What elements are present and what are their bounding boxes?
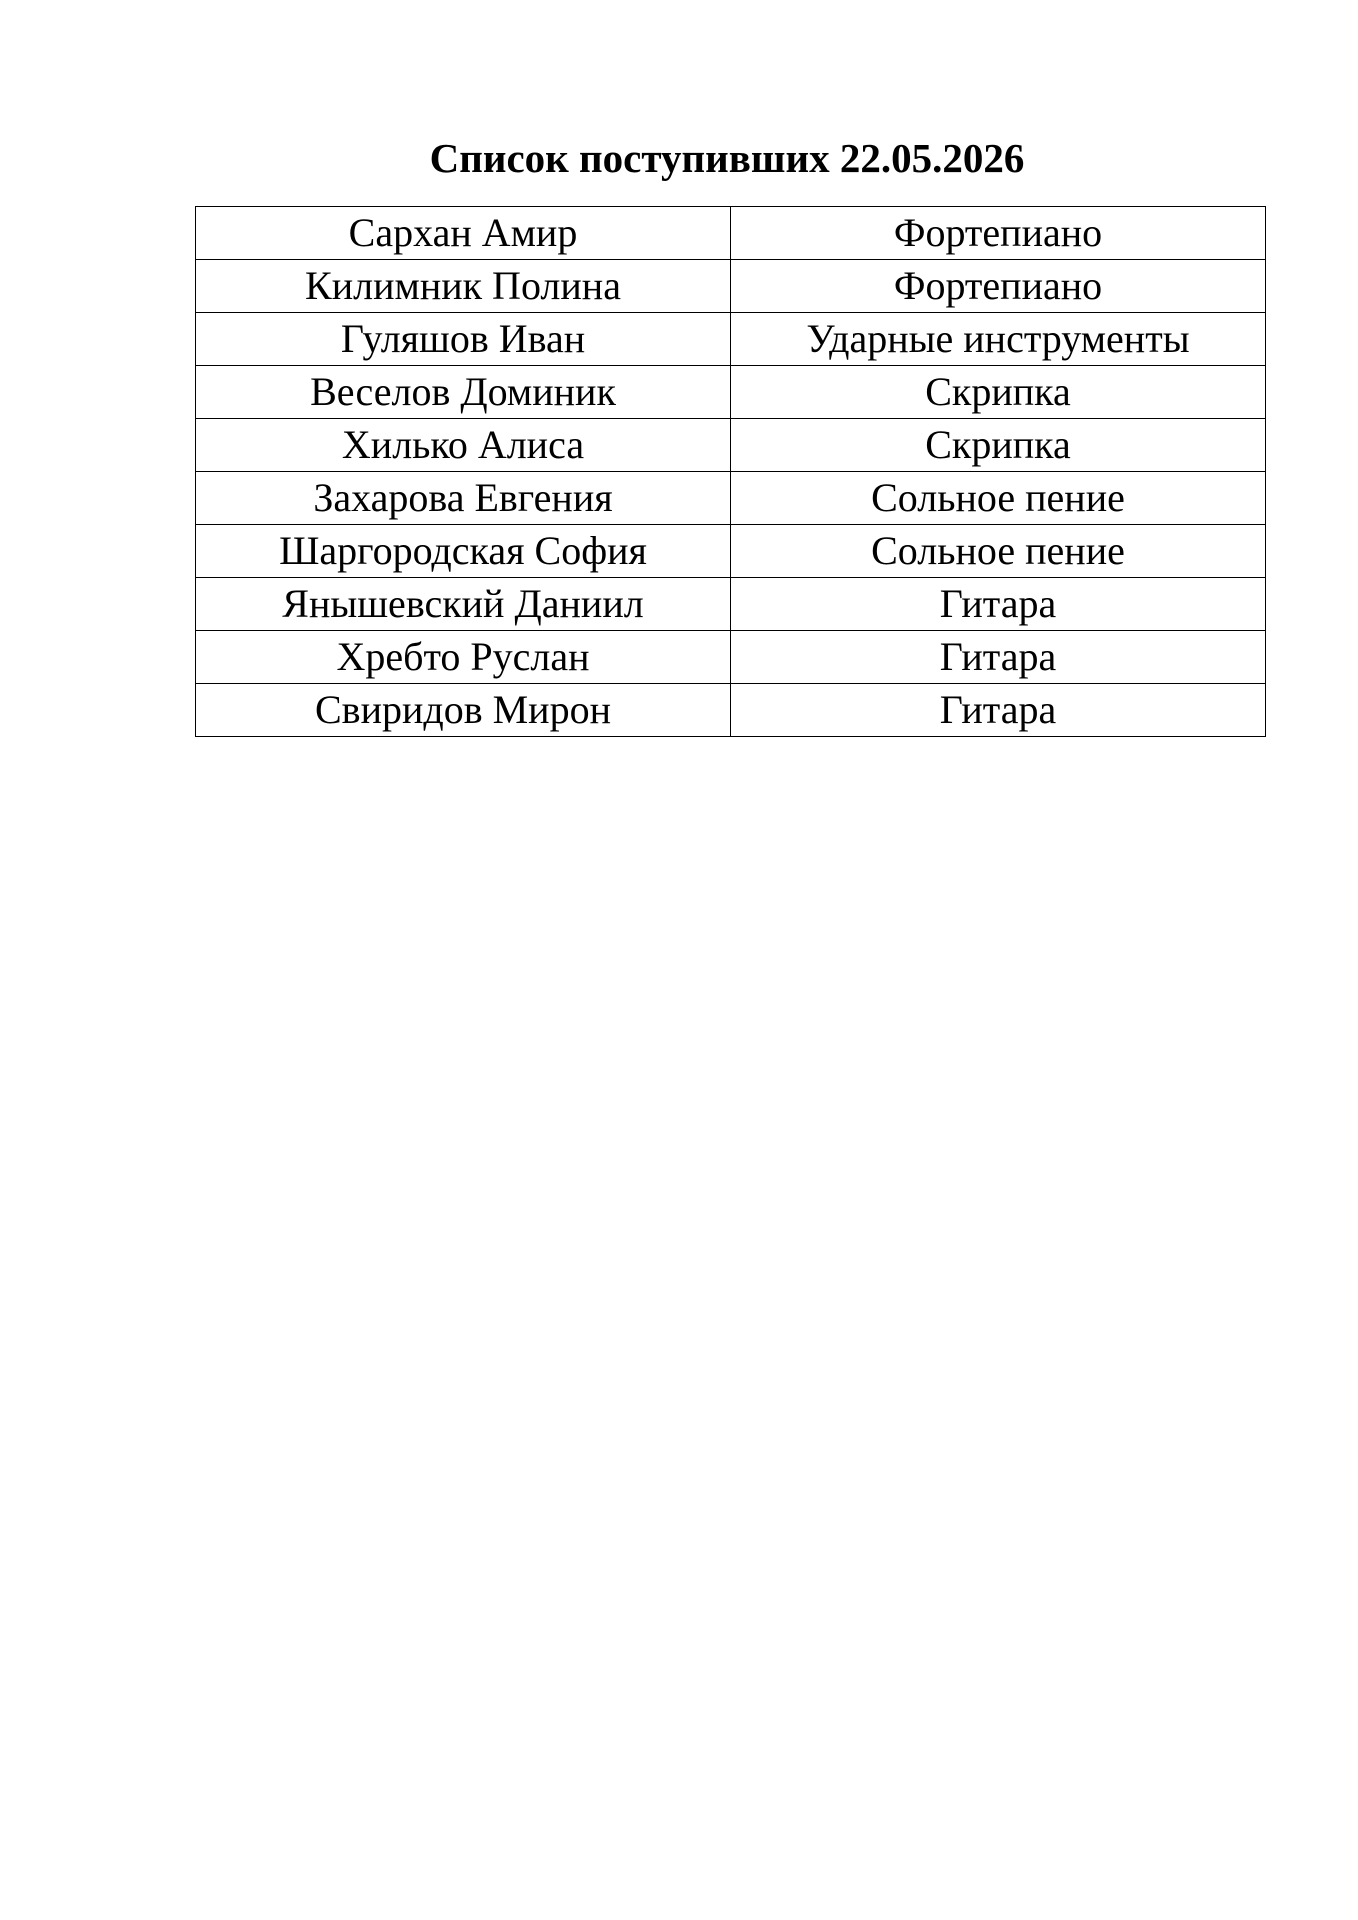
table-row — [196, 260, 1266, 313]
subject-cell: Сольное пение — [731, 472, 1266, 525]
table-row — [196, 366, 1266, 419]
student-name-cell: Захарова Евгения — [196, 472, 731, 525]
table-row — [196, 684, 1266, 737]
student-name-cell: Шаргородская София — [196, 525, 731, 578]
subject-cell: Фортепиано — [731, 260, 1266, 313]
student-name-cell: Гуляшов Иван — [196, 313, 731, 366]
subject-cell: Гитара — [731, 578, 1266, 631]
table-row — [196, 419, 1266, 472]
subject-cell: Гитара — [731, 684, 1266, 737]
table-row — [196, 525, 1266, 578]
subject-cell: Гитара — [731, 631, 1266, 684]
table-row — [196, 472, 1266, 525]
subject-cell: Фортепиано — [731, 207, 1266, 260]
table-row — [196, 631, 1266, 684]
subject-cell: Скрипка — [731, 366, 1266, 419]
subject-cell: Ударные инструменты — [731, 313, 1266, 366]
document-title: Список поступивших 22.05.2026 — [429, 135, 1025, 181]
student-name-cell: Хребто Руслан — [196, 631, 731, 684]
student-name-cell: Свиридов Мирон — [196, 684, 731, 737]
student-name-cell: Килимник Полина — [196, 260, 731, 313]
table-row — [196, 578, 1266, 631]
admitted-students-table — [195, 206, 1266, 737]
table-row — [196, 207, 1266, 260]
student-name-cell: Сархан Амир — [196, 207, 731, 260]
table-row — [196, 313, 1266, 366]
student-name-cell: Янышевский Даниил — [196, 578, 731, 631]
student-name-cell: Хилько Алиса — [196, 419, 731, 472]
subject-cell: Скрипка — [731, 419, 1266, 472]
student-name-cell: Веселов Доминик — [196, 366, 731, 419]
subject-cell: Сольное пение — [731, 525, 1266, 578]
